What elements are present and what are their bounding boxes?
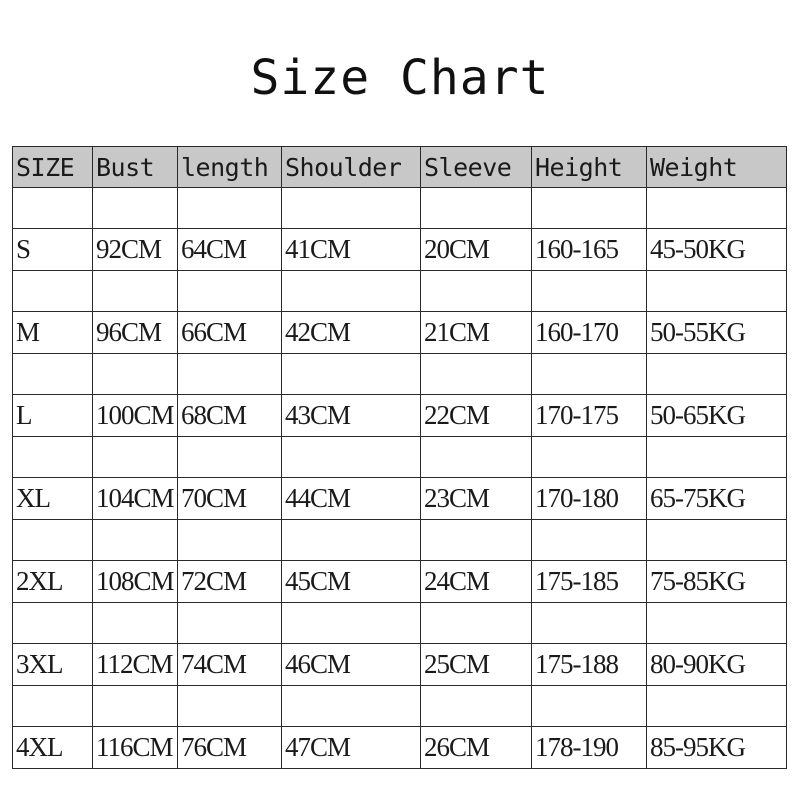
table-row xyxy=(13,561,787,603)
cell-length: 72CM xyxy=(178,561,282,603)
cell-sleeve: 23CM xyxy=(421,478,532,520)
cell-length: 76CM xyxy=(178,727,282,769)
empty-cell xyxy=(178,520,282,561)
page-title: Size Chart xyxy=(250,50,550,106)
empty-cell xyxy=(282,520,421,561)
empty-cell xyxy=(93,520,178,561)
cell-weight: 80-90KG xyxy=(647,644,787,686)
column-header-length: length xyxy=(178,147,282,188)
cell-length: 64CM xyxy=(178,229,282,271)
cell-shoulder: 47CM xyxy=(282,727,421,769)
cell-height: 175-185 xyxy=(532,561,647,603)
empty-cell xyxy=(421,271,532,312)
cell-sleeve: 26CM xyxy=(421,727,532,769)
empty-cell xyxy=(421,520,532,561)
empty-cell xyxy=(13,520,93,561)
table-body xyxy=(13,188,787,769)
empty-cell xyxy=(647,354,787,395)
empty-cell xyxy=(532,188,647,229)
empty-cell xyxy=(178,188,282,229)
header-row xyxy=(13,147,787,188)
cell-sleeve: 20CM xyxy=(421,229,532,271)
cell-bust: 116CM xyxy=(93,727,178,769)
cell-size: 3XL xyxy=(13,644,93,686)
table-spacer-row xyxy=(13,271,787,312)
empty-cell xyxy=(93,354,178,395)
empty-cell xyxy=(532,437,647,478)
table-row xyxy=(13,727,787,769)
table-spacer-row xyxy=(13,354,787,395)
table-spacer-row xyxy=(13,520,787,561)
column-header-weight: Weight xyxy=(647,147,787,188)
empty-cell xyxy=(532,686,647,727)
table-row xyxy=(13,229,787,271)
cell-size: M xyxy=(13,312,93,354)
empty-cell xyxy=(282,188,421,229)
table-spacer-row xyxy=(13,686,787,727)
empty-cell xyxy=(178,271,282,312)
empty-cell xyxy=(647,686,787,727)
cell-bust: 96CM xyxy=(93,312,178,354)
cell-weight: 85-95KG xyxy=(647,727,787,769)
empty-cell xyxy=(13,271,93,312)
cell-length: 70CM xyxy=(178,478,282,520)
cell-height: 170-180 xyxy=(532,478,647,520)
empty-cell xyxy=(532,271,647,312)
empty-cell xyxy=(647,603,787,644)
empty-cell xyxy=(421,686,532,727)
cell-size: 4XL xyxy=(13,727,93,769)
cell-weight: 50-55KG xyxy=(647,312,787,354)
cell-shoulder: 44CM xyxy=(282,478,421,520)
cell-weight: 75-85KG xyxy=(647,561,787,603)
cell-height: 170-175 xyxy=(532,395,647,437)
empty-cell xyxy=(421,354,532,395)
empty-cell xyxy=(532,354,647,395)
cell-height: 160-165 xyxy=(532,229,647,271)
empty-cell xyxy=(13,686,93,727)
empty-cell xyxy=(178,354,282,395)
cell-height: 160-170 xyxy=(532,312,647,354)
cell-sleeve: 22CM xyxy=(421,395,532,437)
cell-weight: 45-50KG xyxy=(647,229,787,271)
cell-height: 175-188 xyxy=(532,644,647,686)
empty-cell xyxy=(421,603,532,644)
cell-size: S xyxy=(13,229,93,271)
column-header-shoulder: Shoulder xyxy=(282,147,421,188)
cell-bust: 100CM xyxy=(93,395,178,437)
cell-size: L xyxy=(13,395,93,437)
cell-sleeve: 21CM xyxy=(421,312,532,354)
cell-length: 66CM xyxy=(178,312,282,354)
table-row xyxy=(13,644,787,686)
table-spacer-row xyxy=(13,437,787,478)
column-header-height: Height xyxy=(532,147,647,188)
empty-cell xyxy=(13,354,93,395)
cell-weight: 65-75KG xyxy=(647,478,787,520)
cell-size: 2XL xyxy=(13,561,93,603)
cell-bust: 92CM xyxy=(93,229,178,271)
cell-bust: 104CM xyxy=(93,478,178,520)
empty-cell xyxy=(93,188,178,229)
empty-cell xyxy=(421,188,532,229)
table-row xyxy=(13,312,787,354)
empty-cell xyxy=(93,686,178,727)
empty-cell xyxy=(282,686,421,727)
column-header-sleeve: Sleeve xyxy=(421,147,532,188)
cell-length: 68CM xyxy=(178,395,282,437)
empty-cell xyxy=(13,188,93,229)
empty-cell xyxy=(93,271,178,312)
cell-bust: 108CM xyxy=(93,561,178,603)
empty-cell xyxy=(282,354,421,395)
empty-cell xyxy=(647,188,787,229)
empty-cell xyxy=(282,603,421,644)
empty-cell xyxy=(13,603,93,644)
cell-shoulder: 46CM xyxy=(282,644,421,686)
table-spacer-row xyxy=(13,603,787,644)
cell-shoulder: 43CM xyxy=(282,395,421,437)
empty-cell xyxy=(282,271,421,312)
table-row xyxy=(13,478,787,520)
cell-length: 74CM xyxy=(178,644,282,686)
empty-cell xyxy=(13,437,93,478)
column-header-bust: Bust xyxy=(93,147,178,188)
table-row xyxy=(13,395,787,437)
cell-bust: 112CM xyxy=(93,644,178,686)
empty-cell xyxy=(93,437,178,478)
cell-height: 178-190 xyxy=(532,727,647,769)
empty-cell xyxy=(532,520,647,561)
empty-cell xyxy=(178,437,282,478)
cell-sleeve: 24CM xyxy=(421,561,532,603)
cell-shoulder: 42CM xyxy=(282,312,421,354)
empty-cell xyxy=(178,603,282,644)
empty-cell xyxy=(421,437,532,478)
cell-sleeve: 25CM xyxy=(421,644,532,686)
empty-cell xyxy=(532,603,647,644)
empty-cell xyxy=(282,437,421,478)
empty-cell xyxy=(647,437,787,478)
cell-weight: 50-65KG xyxy=(647,395,787,437)
table-spacer-row xyxy=(13,188,787,229)
cell-size: XL xyxy=(13,478,93,520)
empty-cell xyxy=(93,603,178,644)
empty-cell xyxy=(647,271,787,312)
cell-shoulder: 41CM xyxy=(282,229,421,271)
size-chart-table xyxy=(12,146,787,769)
cell-shoulder: 45CM xyxy=(282,561,421,603)
empty-cell xyxy=(647,520,787,561)
empty-cell xyxy=(178,686,282,727)
column-header-size: SIZE xyxy=(13,147,93,188)
